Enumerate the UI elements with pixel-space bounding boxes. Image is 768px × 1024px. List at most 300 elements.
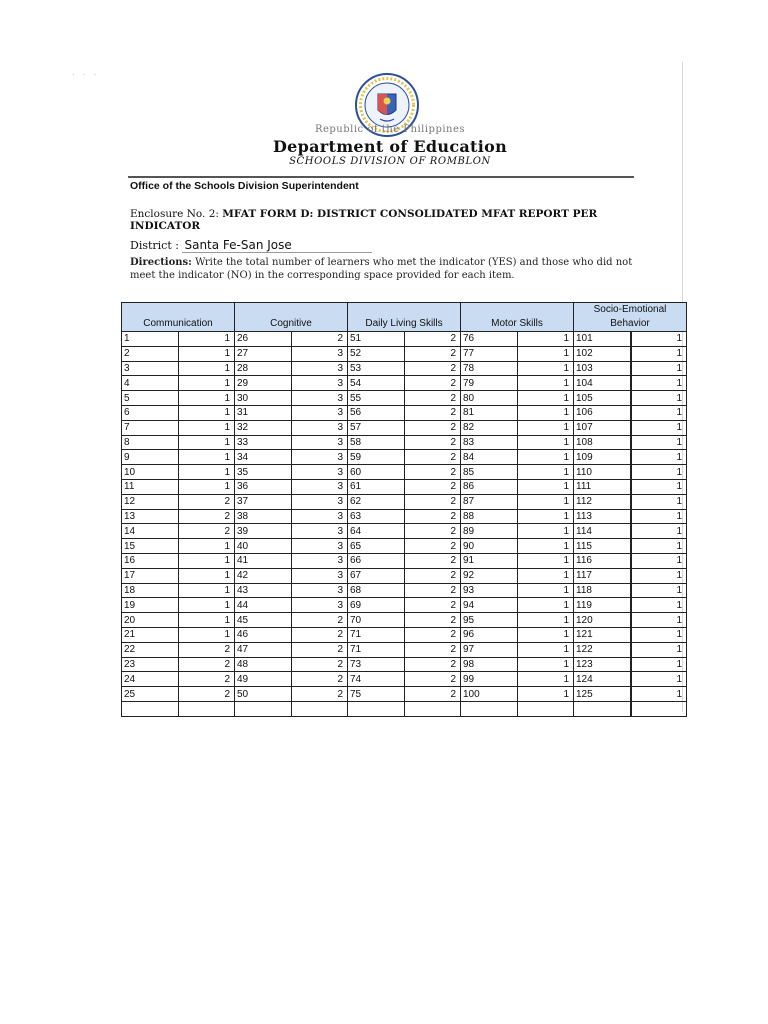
item-number-cell: 113 xyxy=(574,509,631,524)
item-number-cell: 105 xyxy=(574,391,631,406)
republic-line: Republic of the Philippines xyxy=(314,124,466,135)
item-number-cell: 77 xyxy=(461,346,518,361)
count-cell: 2 xyxy=(405,687,461,702)
item-number-cell: 18 xyxy=(122,583,179,598)
item-number-cell: 123 xyxy=(574,657,631,672)
item-number-cell: 125 xyxy=(574,687,631,702)
count-cell: 3 xyxy=(292,465,348,480)
item-number-cell: 121 xyxy=(574,627,631,642)
item-number-cell: 102 xyxy=(574,346,631,361)
count-cell: 1 xyxy=(179,420,235,435)
enclosure-title: MFAT FORM D: DISTRICT CONSOLIDATED MFAT REPORT PER INDICATOR xyxy=(130,208,598,232)
count-cell: 2 xyxy=(405,465,461,480)
count-cell: 1 xyxy=(631,346,687,361)
item-number-cell: 70 xyxy=(348,613,405,628)
item-number-cell: 36 xyxy=(235,479,292,494)
item-number-cell: 42 xyxy=(235,568,292,583)
count-cell: 1 xyxy=(179,450,235,465)
count-cell: 3 xyxy=(292,435,348,450)
item-number-cell: 119 xyxy=(574,598,631,613)
count-cell: 1 xyxy=(179,405,235,420)
item-number-cell: 99 xyxy=(461,672,518,687)
item-number-cell: 118 xyxy=(574,583,631,598)
count-cell xyxy=(179,701,235,716)
item-number-cell: 34 xyxy=(235,450,292,465)
table-row xyxy=(122,405,687,420)
count-cell: 1 xyxy=(631,642,687,657)
item-number-cell xyxy=(235,701,292,716)
count-cell: 2 xyxy=(292,687,348,702)
item-number-cell: 122 xyxy=(574,642,631,657)
item-number-cell: 60 xyxy=(348,465,405,480)
count-cell xyxy=(292,701,348,716)
count-cell: 1 xyxy=(179,346,235,361)
count-cell: 1 xyxy=(179,613,235,628)
table-row xyxy=(122,598,687,613)
item-number-cell: 115 xyxy=(574,539,631,554)
count-cell: 3 xyxy=(292,376,348,391)
item-number-cell: 65 xyxy=(348,539,405,554)
count-cell: 1 xyxy=(518,553,574,568)
item-number-cell: 74 xyxy=(348,672,405,687)
table-row xyxy=(122,494,687,509)
count-cell: 1 xyxy=(631,657,687,672)
item-number-cell: 44 xyxy=(235,598,292,613)
count-cell: 2 xyxy=(405,405,461,420)
item-number-cell: 55 xyxy=(348,391,405,406)
item-number-cell: 27 xyxy=(235,346,292,361)
table-row xyxy=(122,435,687,450)
count-cell: 1 xyxy=(179,479,235,494)
count-cell: 1 xyxy=(631,361,687,376)
item-number-cell: 40 xyxy=(235,539,292,554)
table-body xyxy=(122,332,687,717)
item-number-cell xyxy=(122,701,179,716)
item-number-cell: 14 xyxy=(122,524,179,539)
item-number-cell: 12 xyxy=(122,494,179,509)
item-number-cell: 106 xyxy=(574,405,631,420)
table-row xyxy=(122,391,687,406)
count-cell: 2 xyxy=(292,332,348,347)
count-cell: 2 xyxy=(405,657,461,672)
item-number-cell: 68 xyxy=(348,583,405,598)
count-cell: 1 xyxy=(179,583,235,598)
item-number-cell: 81 xyxy=(461,405,518,420)
count-cell: 3 xyxy=(292,583,348,598)
item-number-cell: 32 xyxy=(235,420,292,435)
district-label: District : xyxy=(130,239,179,252)
count-cell: 1 xyxy=(518,346,574,361)
count-cell: 2 xyxy=(405,598,461,613)
table-row xyxy=(122,657,687,672)
item-number-cell: 57 xyxy=(348,420,405,435)
item-number-cell: 37 xyxy=(235,494,292,509)
item-number-cell: 64 xyxy=(348,524,405,539)
count-cell: 1 xyxy=(631,687,687,702)
item-number-cell: 114 xyxy=(574,524,631,539)
table-row xyxy=(122,361,687,376)
count-cell: 1 xyxy=(518,405,574,420)
item-number-cell: 67 xyxy=(348,568,405,583)
table-row xyxy=(122,332,687,347)
header-communication: Communication xyxy=(122,303,235,332)
item-number-cell: 87 xyxy=(461,494,518,509)
count-cell: 2 xyxy=(179,672,235,687)
count-cell: 2 xyxy=(292,642,348,657)
count-cell: 2 xyxy=(292,657,348,672)
table-row xyxy=(122,642,687,657)
item-number-cell: 4 xyxy=(122,376,179,391)
mfat-table xyxy=(121,302,687,717)
item-number-cell: 96 xyxy=(461,627,518,642)
item-number-cell: 8 xyxy=(122,435,179,450)
count-cell: 1 xyxy=(631,479,687,494)
count-cell: 3 xyxy=(292,450,348,465)
item-number-cell: 97 xyxy=(461,642,518,657)
table-row xyxy=(122,553,687,568)
item-number-cell: 56 xyxy=(348,405,405,420)
item-number-cell: 66 xyxy=(348,553,405,568)
count-cell: 1 xyxy=(518,568,574,583)
item-number-cell: 22 xyxy=(122,642,179,657)
item-number-cell: 2 xyxy=(122,346,179,361)
count-cell: 1 xyxy=(518,391,574,406)
item-number-cell: 38 xyxy=(235,509,292,524)
item-number-cell: 103 xyxy=(574,361,631,376)
count-cell: 1 xyxy=(518,494,574,509)
count-cell: 3 xyxy=(292,361,348,376)
item-number-cell: 3 xyxy=(122,361,179,376)
item-number-cell: 86 xyxy=(461,479,518,494)
count-cell: 2 xyxy=(292,613,348,628)
office-name: Office of the Schools Division Superintendent xyxy=(130,180,359,192)
count-cell: 2 xyxy=(179,687,235,702)
item-number-cell: 17 xyxy=(122,568,179,583)
item-number-cell: 49 xyxy=(235,672,292,687)
item-number-cell: 89 xyxy=(461,524,518,539)
count-cell: 2 xyxy=(405,450,461,465)
item-number-cell: 1 xyxy=(122,332,179,347)
item-number-cell: 16 xyxy=(122,553,179,568)
count-cell: 1 xyxy=(179,332,235,347)
count-cell: 2 xyxy=(405,332,461,347)
item-number-cell: 98 xyxy=(461,657,518,672)
table-row xyxy=(122,465,687,480)
item-number-cell: 62 xyxy=(348,494,405,509)
count-cell: 1 xyxy=(631,539,687,554)
count-cell: 2 xyxy=(405,361,461,376)
table-row xyxy=(122,687,687,702)
item-number-cell xyxy=(348,701,405,716)
scan-mark: · · · xyxy=(72,70,100,79)
item-number-cell: 29 xyxy=(235,376,292,391)
item-number-cell: 25 xyxy=(122,687,179,702)
item-number-cell xyxy=(461,701,518,716)
count-cell: 1 xyxy=(631,376,687,391)
item-number-cell: 61 xyxy=(348,479,405,494)
table-row xyxy=(122,627,687,642)
item-number-cell: 19 xyxy=(122,598,179,613)
item-number-cell: 73 xyxy=(348,657,405,672)
table-row xyxy=(122,420,687,435)
item-number-cell: 109 xyxy=(574,450,631,465)
district-line xyxy=(130,238,372,253)
table-row xyxy=(122,376,687,391)
item-number-cell: 30 xyxy=(235,391,292,406)
count-cell: 1 xyxy=(518,361,574,376)
count-cell: 3 xyxy=(292,553,348,568)
department-title: Department of Education xyxy=(272,137,508,156)
item-number-cell xyxy=(574,701,631,716)
count-cell: 1 xyxy=(631,494,687,509)
item-number-cell: 48 xyxy=(235,657,292,672)
count-cell: 1 xyxy=(179,391,235,406)
count-cell: 2 xyxy=(405,553,461,568)
item-number-cell: 104 xyxy=(574,376,631,391)
count-cell: 3 xyxy=(292,494,348,509)
count-cell: 1 xyxy=(518,450,574,465)
table-row xyxy=(122,524,687,539)
item-number-cell: 84 xyxy=(461,450,518,465)
item-number-cell: 94 xyxy=(461,598,518,613)
item-number-cell: 116 xyxy=(574,553,631,568)
count-cell: 1 xyxy=(631,332,687,347)
table-row xyxy=(122,509,687,524)
item-number-cell: 45 xyxy=(235,613,292,628)
count-cell: 1 xyxy=(179,553,235,568)
count-cell: 2 xyxy=(179,642,235,657)
item-number-cell: 47 xyxy=(235,642,292,657)
directions-body: Write the total number of learners who met the indicator (YES) and those who did not meet the indicator (NO) in the corresponding space provided for each item. xyxy=(130,257,633,281)
count-cell xyxy=(631,701,687,716)
count-cell: 3 xyxy=(292,509,348,524)
count-cell: 1 xyxy=(518,687,574,702)
item-number-cell: 50 xyxy=(235,687,292,702)
count-cell: 1 xyxy=(518,435,574,450)
header-socio-emotional-behavior: Socio-Emotional Behavior xyxy=(574,303,687,332)
count-cell: 2 xyxy=(405,642,461,657)
count-cell: 2 xyxy=(405,376,461,391)
count-cell: 1 xyxy=(518,465,574,480)
count-cell xyxy=(405,701,461,716)
item-number-cell: 91 xyxy=(461,553,518,568)
count-cell: 1 xyxy=(518,479,574,494)
count-cell: 1 xyxy=(631,420,687,435)
count-cell: 1 xyxy=(179,376,235,391)
item-number-cell: 24 xyxy=(122,672,179,687)
item-number-cell: 117 xyxy=(574,568,631,583)
header-motor-skills: Motor Skills xyxy=(461,303,574,332)
item-number-cell: 78 xyxy=(461,361,518,376)
header-cognitive: Cognitive xyxy=(235,303,348,332)
count-cell: 2 xyxy=(405,583,461,598)
count-cell: 1 xyxy=(518,524,574,539)
count-cell: 2 xyxy=(405,524,461,539)
table-row xyxy=(122,450,687,465)
count-cell: 1 xyxy=(631,391,687,406)
item-number-cell: 124 xyxy=(574,672,631,687)
item-number-cell: 33 xyxy=(235,435,292,450)
item-number-cell: 85 xyxy=(461,465,518,480)
count-cell: 3 xyxy=(292,539,348,554)
item-number-cell: 51 xyxy=(348,332,405,347)
item-number-cell: 41 xyxy=(235,553,292,568)
item-number-cell: 90 xyxy=(461,539,518,554)
count-cell: 1 xyxy=(179,435,235,450)
count-cell: 2 xyxy=(179,509,235,524)
item-number-cell: 120 xyxy=(574,613,631,628)
count-cell: 2 xyxy=(292,672,348,687)
item-number-cell: 59 xyxy=(348,450,405,465)
table-row xyxy=(122,568,687,583)
count-cell: 1 xyxy=(631,435,687,450)
item-number-cell: 43 xyxy=(235,583,292,598)
item-number-cell: 53 xyxy=(348,361,405,376)
table-row xyxy=(122,672,687,687)
count-cell: 1 xyxy=(518,672,574,687)
item-number-cell: 54 xyxy=(348,376,405,391)
count-cell: 2 xyxy=(179,524,235,539)
item-number-cell: 7 xyxy=(122,420,179,435)
item-number-cell: 88 xyxy=(461,509,518,524)
item-number-cell: 5 xyxy=(122,391,179,406)
item-number-cell: 69 xyxy=(348,598,405,613)
table-row xyxy=(122,583,687,598)
item-number-cell: 52 xyxy=(348,346,405,361)
item-number-cell: 20 xyxy=(122,613,179,628)
count-cell: 2 xyxy=(405,509,461,524)
item-number-cell: 79 xyxy=(461,376,518,391)
count-cell: 3 xyxy=(292,420,348,435)
count-cell: 2 xyxy=(405,346,461,361)
count-cell: 2 xyxy=(405,672,461,687)
directions-label: Directions: xyxy=(130,257,192,268)
count-cell: 3 xyxy=(292,346,348,361)
count-cell: 1 xyxy=(631,405,687,420)
count-cell: 1 xyxy=(518,420,574,435)
item-number-cell: 35 xyxy=(235,465,292,480)
item-number-cell: 76 xyxy=(461,332,518,347)
item-number-cell: 58 xyxy=(348,435,405,450)
item-number-cell: 93 xyxy=(461,583,518,598)
count-cell: 1 xyxy=(179,568,235,583)
count-cell: 1 xyxy=(179,465,235,480)
district-value: Santa Fe-San Jose xyxy=(182,238,372,253)
count-cell: 1 xyxy=(631,672,687,687)
table-row xyxy=(122,479,687,494)
item-number-cell: 26 xyxy=(235,332,292,347)
item-number-cell: 71 xyxy=(348,627,405,642)
header-divider xyxy=(128,176,634,178)
count-cell: 1 xyxy=(179,361,235,376)
item-number-cell: 110 xyxy=(574,465,631,480)
count-cell: 3 xyxy=(292,568,348,583)
enclosure-label: Enclosure No. 2: xyxy=(130,208,219,220)
count-cell: 1 xyxy=(518,598,574,613)
item-number-cell: 6 xyxy=(122,405,179,420)
item-number-cell: 107 xyxy=(574,420,631,435)
item-number-cell: 21 xyxy=(122,627,179,642)
count-cell: 2 xyxy=(179,494,235,509)
item-number-cell: 71 xyxy=(348,642,405,657)
count-cell: 2 xyxy=(405,435,461,450)
count-cell: 2 xyxy=(179,657,235,672)
division-name: SCHOOLS DIVISION OF ROMBLON xyxy=(289,156,491,167)
count-cell: 1 xyxy=(518,613,574,628)
table-row xyxy=(122,701,687,716)
item-number-cell: 46 xyxy=(235,627,292,642)
count-cell: 1 xyxy=(179,539,235,554)
item-number-cell: 28 xyxy=(235,361,292,376)
count-cell: 2 xyxy=(405,539,461,554)
count-cell: 1 xyxy=(518,627,574,642)
count-cell: 1 xyxy=(179,598,235,613)
count-cell: 1 xyxy=(631,583,687,598)
item-number-cell: 80 xyxy=(461,391,518,406)
count-cell: 1 xyxy=(518,332,574,347)
item-number-cell: 31 xyxy=(235,405,292,420)
count-cell: 3 xyxy=(292,598,348,613)
count-cell: 3 xyxy=(292,391,348,406)
count-cell xyxy=(518,701,574,716)
item-number-cell: 108 xyxy=(574,435,631,450)
count-cell: 3 xyxy=(292,524,348,539)
count-cell: 1 xyxy=(631,465,687,480)
count-cell: 1 xyxy=(631,568,687,583)
item-number-cell: 100 xyxy=(461,687,518,702)
item-number-cell: 11 xyxy=(122,479,179,494)
count-cell: 3 xyxy=(292,405,348,420)
count-cell: 1 xyxy=(631,509,687,524)
table-header-row xyxy=(122,303,687,332)
count-cell: 1 xyxy=(631,627,687,642)
count-cell: 1 xyxy=(631,450,687,465)
table-row xyxy=(122,346,687,361)
count-cell: 1 xyxy=(518,583,574,598)
count-cell: 2 xyxy=(405,420,461,435)
item-number-cell: 13 xyxy=(122,509,179,524)
item-number-cell: 111 xyxy=(574,479,631,494)
item-number-cell: 95 xyxy=(461,613,518,628)
item-number-cell: 92 xyxy=(461,568,518,583)
count-cell: 2 xyxy=(405,613,461,628)
count-cell: 1 xyxy=(631,613,687,628)
item-number-cell: 75 xyxy=(348,687,405,702)
count-cell: 1 xyxy=(179,627,235,642)
count-cell: 1 xyxy=(631,598,687,613)
item-number-cell: 10 xyxy=(122,465,179,480)
enclosure-heading xyxy=(130,208,650,232)
item-number-cell: 39 xyxy=(235,524,292,539)
count-cell: 2 xyxy=(405,627,461,642)
item-number-cell: 9 xyxy=(122,450,179,465)
item-number-cell: 63 xyxy=(348,509,405,524)
directions-text xyxy=(130,256,650,282)
count-cell: 1 xyxy=(631,524,687,539)
count-cell: 1 xyxy=(518,509,574,524)
item-number-cell: 112 xyxy=(574,494,631,509)
count-cell: 1 xyxy=(518,376,574,391)
count-cell: 1 xyxy=(631,553,687,568)
count-cell: 2 xyxy=(405,568,461,583)
item-number-cell: 101 xyxy=(574,332,631,347)
header-daily-living-skills: Daily Living Skills xyxy=(348,303,461,332)
count-cell: 2 xyxy=(292,627,348,642)
item-number-cell: 15 xyxy=(122,539,179,554)
count-cell: 2 xyxy=(405,479,461,494)
item-number-cell: 83 xyxy=(461,435,518,450)
count-cell: 1 xyxy=(518,539,574,554)
